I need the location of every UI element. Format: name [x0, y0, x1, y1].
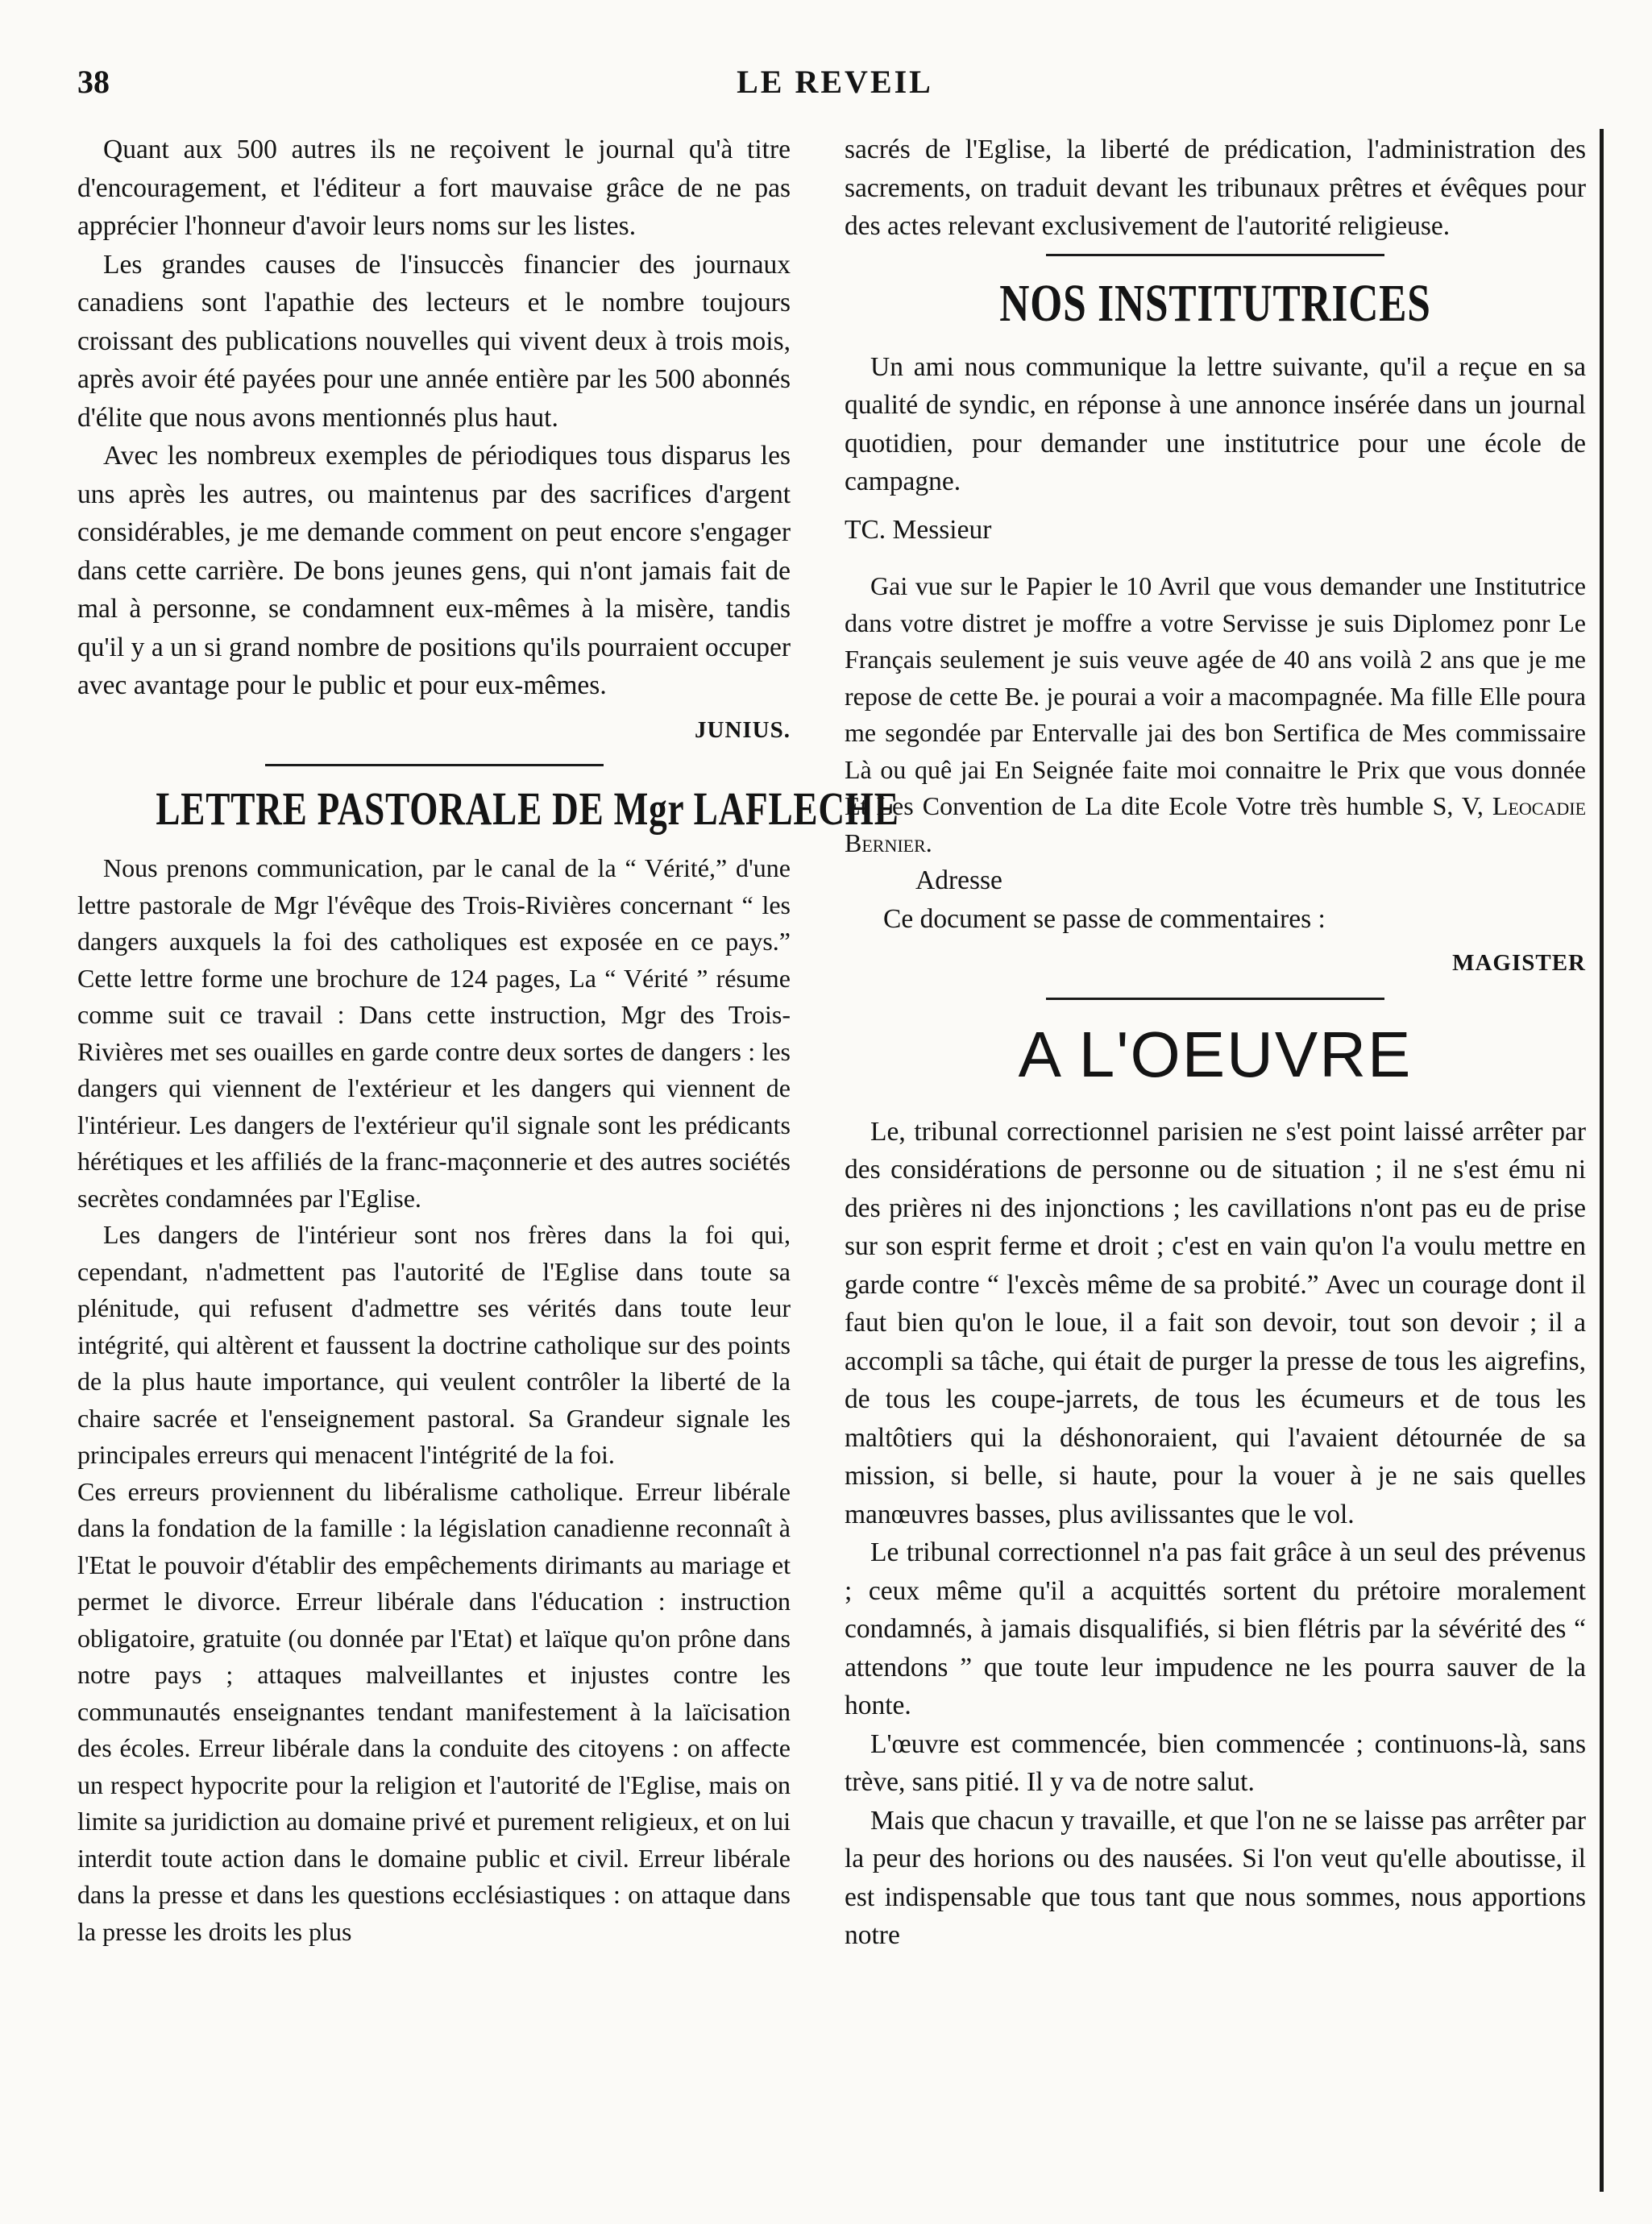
paragraph: Mais que chacun y travaille, et que l'on ne se laisse pas arrêter par la peur des horions ou des nausées. Si l'on veut qu'elle aboutisse, il est indispensable que tous tant que nous sommes, nous apportions notre — [845, 1805, 1586, 1950]
letter-salutation: TC. Messieur — [845, 514, 992, 545]
paragraph: L'œuvre est commencée, bien commencée ; continuons-là, sans trève, sans pitié. Il y va de notre salut. — [845, 1728, 1586, 1797]
page-number: 38 — [77, 64, 110, 100]
heading-lettre-pastorale: LETTRE PASTORALE DE Mgr LAFLECHE — [156, 782, 899, 835]
paragraph: Le, tribunal correctionnel parisien ne s'est point laissé arrêter par des considérations de personne ou de situation ; il ne s'est ému ni des prières ni des injonctions ; les cavillations n'ont pas eu de prise sur son esprit ferme et droit ; c'est en vain qu'on l'a voulu mettre en garde contre “ l'excès même de sa probité.” Avec un courage dont il faut bien qu'on le loue, il a fait son devoir, tout son devoir ; il a accompli sa tâche, qui était de purger la presse de tous les aigrefins, de tous les coupe-jarrets, de tous les écumeurs et de tous les maltôtiers qui la déshonoraient, qui l'avaient détournée de sa mission, si belle, si haute, pour la vouer à je ne sais quelles manœuvres basses, plus avilissantes que le vol. — [845, 1116, 1586, 1529]
running-title: LE REVEIL — [737, 64, 933, 100]
heading-nos-institutrices: NOS INSTITUTRICES — [999, 273, 1431, 333]
section-divider — [265, 764, 604, 766]
section-divider — [1046, 254, 1384, 256]
paragraph: Nous prenons communication, par le canal de la “ Vérité,” d'une lettre pastorale de Mgr l'évêque des Trois-Rivières concernant “ les dangers auxquels la foi des catholiques est exposée en ce pays.” Cette lettre forme une brochure de 124 pages, La “ Vérité ” résume comme suit ce travail : Dans cette instruction, Mgr des Trois-Rivières met ses ouailles en garde contre deux sortes de dangers : les dangers qui viennent de l'extérieur et les dangers qui viennent de l'intérieur. Les dangers de l'extérieur qu'il signale sont les prédicants hérétiques et les affiliés de la franc-maçonnerie et des autres sociétés secrètes condamnées par l'Eglise. — [77, 853, 791, 1213]
comment-line: Ce document se passe de commentaires : — [883, 903, 1326, 934]
paragraph-continuation: sacrés de l'Eglise, la liberté de prédication, l'administration des sacrements, on traduit devant les tribunaux prêtres et évêques pour des actes relevant exclusivement de l'autorité religieuse. — [845, 135, 1586, 241]
letter-body — [845, 568, 1586, 861]
paragraph: Les dangers de l'intérieur sont nos frères dans la foi qui, cependant, n'admettent pas l'autorité de l'Eglise dans toute sa plénitude, qui refusent d'admettre ses vérités dans toute leur intégrité, qui altèrent et faussent la doctrine catholique sur des points de la plus haute importance, qui veulent contrôler la liberté de la chaire sacrée et l'enseignement pastoral. Sa Grandeur signale les principales erreurs qui menacent l'intégrité de la foi. — [77, 1220, 791, 1469]
letter-address: Adresse — [915, 865, 1002, 895]
letter-text: Gai vue sur le Papier le 10 Avril que vous demander une Institutrice dans votre distret je moffre a votre Servisse je suis Diplomez ponr Le Français seulement je suis veuve agée de 40 ans voilà 2 ans que je me repose de cette Be. je pourai a voir a macompagnée. Ma fille Elle poura me segondée par Entervalle jai des bon Sertifica de Mes commissaire Là ou quê jai En Seignée faite moi connaitre le Prix que vous donnée Et Les Convention de La dite Ecole Votre très humble S, V, — [845, 571, 1586, 820]
paragraph: Le tribunal correctionnel n'a pas fait grâce à un seul des prévenus ; ceux même qu'il a acquittés sortent du prétoire moralement condamnés, à jamais disqualifiés, si bien flétris par la sévérité des “ attendons ” que toute leur impudence ne les pourra sauver de la honte. — [845, 1537, 1586, 1720]
heading-a-loeuvre: A L'OEUVRE — [1018, 1018, 1413, 1090]
paragraph: Un ami nous communique la lettre suivante, qu'il a reçue en sa qualité de syndic, en réponse à une annonce insérée dans un journal quotidien, pour demander une institutrice pour une école de campagne. — [845, 351, 1586, 496]
signature-junius: JUNIUS. — [695, 716, 791, 743]
letter-signer: Leocadie Bernier. — [845, 791, 1587, 857]
paragraph: Quant aux 500 autres ils ne reçoivent le journal qu'à titre d'encouragement, et l'éditeur a fort mauvaise grâce de ne pas apprécier l'honneur d'avoir leurs noms sur les listes. — [77, 135, 791, 241]
signature-magister: MAGISTER — [1452, 950, 1586, 976]
right-column — [845, 131, 1586, 1955]
paragraph: Avec les nombreux exemples de périodiques tous disparus les uns après les autres, ou maintenus par des sacrifices d'argent considérables, je me demande comment on peut encore s'engager dans cette carrière. De bons jeunes gens, qui n'ont jamais fait de mal à personne, se condamnent eux-mêmes à la misère, tandis qu'il y a un si grand nombre de positions qu'ils pourraient occuper avec avantage pour le public et pour eux-mêmes. — [77, 441, 791, 700]
page-edge-rule — [1600, 129, 1604, 2192]
section-divider — [1046, 998, 1384, 1000]
paragraph: Ces erreurs proviennent du libéralisme catholique. Erreur libérale dans la fondation de la famille : la législation canadienne reconnaît à l'Etat le pouvoir d'établir des empêchements dirimants au mariage et permet le divorce. Erreur libérale dans l'éducation : instruction obligatoire, gratuite (ou donnée par l'Etat) et laïque qu'on prône dans notre pays ; attaques malveillantes et injustes contre les communautés enseignantes tendant manifestement à la laïcisation des écoles. Erreur libérale dans la conduite des citoyens : on affecte un respect hypocrite pour la religion et l'autorité de l'Eglise, mais on limite sa juridiction au domaine privé et purement religieux, et on lui interdit toute action dans le domaine public et civil. Erreur libérale dans la presse et dans les questions ecclésiastiques : on attaque dans la presse les droits les plus — [77, 1476, 791, 1946]
page-header — [77, 63, 1592, 111]
left-column — [77, 131, 899, 1950]
paragraph: Les grandes causes de l'insuccès financier des journaux canadiens sont l'apathie des lecteurs et le nombre toujours croissant des publications nouvelles qui vivent deux à trois mois, après avoir été payées pour une année entière par les 500 abonnés d'élite que nous avons mentionnés plus haut. — [77, 249, 791, 433]
